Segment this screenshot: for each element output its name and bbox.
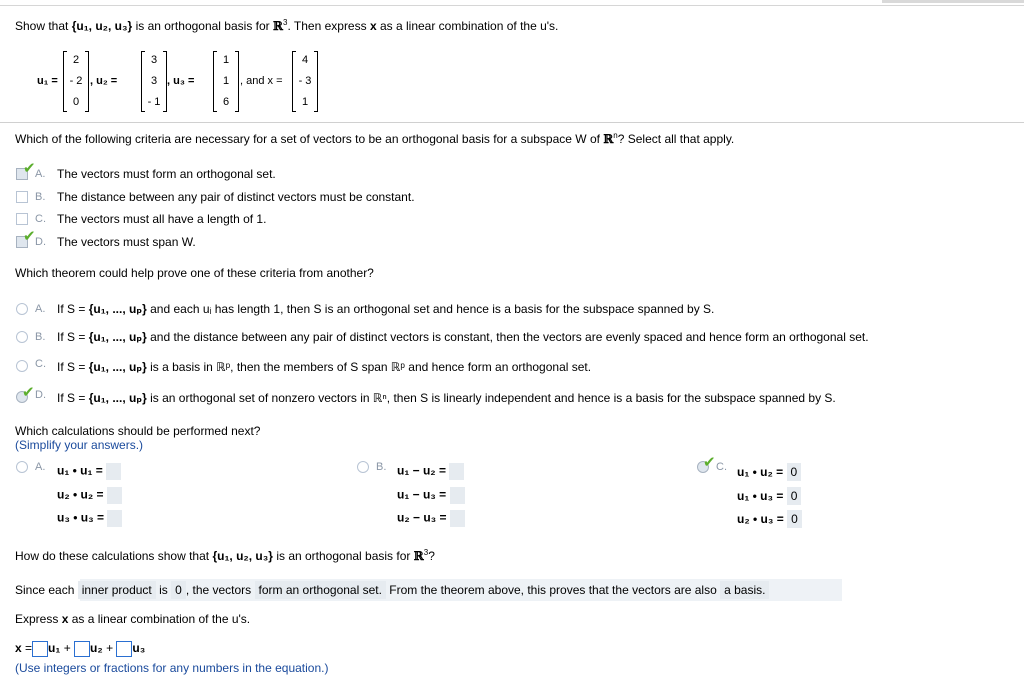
u1-label: u₁ =	[37, 75, 58, 87]
dropdown-inner-product[interactable]: inner product	[78, 581, 156, 599]
checkmark-icon: ✔	[23, 160, 36, 177]
coefficient-input-2[interactable]	[74, 641, 90, 657]
dropdown-orthogonal-set[interactable]: form an orthogonal set.	[255, 581, 386, 599]
checkmark-icon: ✔	[23, 228, 36, 245]
question-statement: Show that {u₁, u₂, u₃} is an orthogonal basis for ℝ$^3$. Then express x as a linear combination of the u's.	[15, 18, 559, 33]
q2-prompt: Which theorem could help prove one of these criteria from another?	[15, 266, 374, 280]
section-divider	[0, 122, 1024, 123]
q5-prompt: Express x as a linear combination of the u's.	[15, 612, 251, 626]
u2-vector: 3 3 - 1	[141, 51, 167, 112]
q1-prompt: Which of the following criteria are necessary for a set of vectors to be an orthogonal basis for a subspace W of ℝ$^n$? Select all that apply.	[15, 131, 735, 146]
u2-label: , u₂ =	[90, 75, 118, 87]
answer-value[interactable]: 0	[787, 463, 802, 481]
coefficient-input-1[interactable]	[32, 641, 48, 657]
answer-input[interactable]	[107, 487, 122, 504]
q3-hint: (Simplify your answers.)	[15, 438, 144, 452]
q5-hint: (Use integers or fractions for any numbers in the equation.)	[15, 661, 329, 675]
u3-label: , u₃ =	[167, 75, 195, 87]
u3-vector: 1 1 6	[213, 51, 239, 112]
q3-prompt: Which calculations should be performed next?	[15, 424, 261, 438]
set-u: {u₁, u₂, u₃}	[71, 19, 133, 33]
answer-input[interactable]	[107, 510, 122, 527]
q4-prompt: How do these calculations show that {u₁, u₂, u₃} is an orthogonal basis for ℝ$^3$?	[15, 548, 435, 563]
radio-a[interactable]	[16, 303, 28, 315]
x-label: , and x =	[240, 75, 283, 87]
answer-input[interactable]	[106, 463, 121, 480]
top-divider	[0, 5, 1024, 6]
radio-b[interactable]	[16, 331, 28, 343]
answer-input[interactable]	[450, 487, 465, 504]
q4-answer-sentence: Since each inner product is 0 , the vectors form an orthogonal set. From the theorem above, this proves that the vectors are also a basis.	[15, 581, 769, 599]
coefficient-input-3[interactable]	[116, 641, 132, 657]
dropdown-zero[interactable]: 0	[171, 581, 186, 599]
answer-input[interactable]	[450, 510, 465, 527]
radio-c[interactable]	[16, 360, 28, 372]
checkbox-b[interactable]	[16, 191, 28, 203]
radio-b[interactable]	[357, 461, 369, 473]
answer-value[interactable]: 0	[787, 487, 802, 505]
linear-combination-equation: x = u₁ + u₂ + u₃	[15, 641, 146, 656]
answer-value[interactable]: 0	[787, 510, 802, 528]
checkmark-icon: ✔	[703, 454, 716, 471]
answer-input[interactable]	[449, 463, 464, 480]
dropdown-basis[interactable]: a basis.	[720, 581, 769, 599]
checkbox-c[interactable]	[16, 213, 28, 225]
x-vector: 4 - 3 1	[292, 51, 318, 112]
radio-a[interactable]	[16, 461, 28, 473]
u1-vector: 2 - 2 0	[63, 51, 89, 112]
checkmark-icon: ✔	[22, 384, 35, 401]
top-toolbar-edge	[882, 0, 1024, 3]
